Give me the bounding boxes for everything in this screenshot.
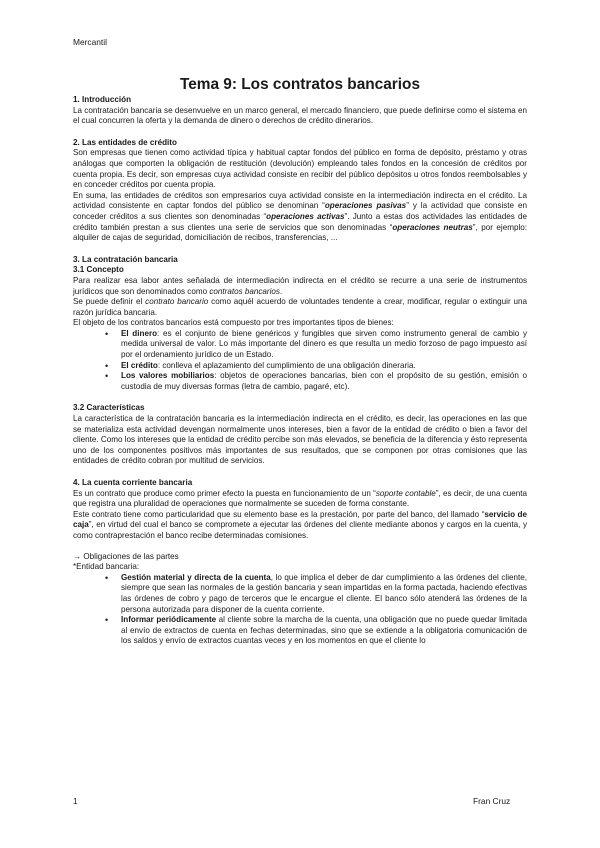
section-1-heading: 1. Introducción	[73, 95, 132, 104]
section-3-heading: 3. La contratación bancaria	[73, 254, 178, 264]
obligaciones-list	[73, 573, 527, 647]
bienes-list	[73, 329, 527, 393]
list-item: • Gestión material y directa de la cuenta, lo que implica el deber de dar cumplimiento a las órdenes del cliente, siempre que sean las normales de la gestión bancaria y sean impartidas en la forma pactada, haciendo efectivas las órdenes de cobro y pago de terceros que le encargue el cliente. El banco sólo atenderá las órdenes de la persona autorizada para disponer de la cuenta corriente.	[121, 573, 527, 615]
section-2-paragraph-2: En suma, las entidades de créditos son empresarios cuya actividad consiste en la intermediación indirecta en el crédito. La actividad consistente en captar fondos del público se denominan “operaciones pasivas” y la actividad que consiste en conceder créditos a sus clientes son denominadas “operaciones activas”. Junto a estas dos actividades las entidades de crédito también prestan a sus clientes una serie de servicios que son denominadas “operaciones neutras”, por ejemplo: alquiler de cajas de seguridad, domiciliación de recibos, transferencias, ...	[73, 190, 528, 243]
page-number: 1	[73, 796, 78, 806]
list-item: • Los valores mobiliarios: objetos de operaciones bancarias, bien con el propósito de su gestión, emisión o custodia de muy diversas formas (letra de cambio, pagaré, etc).	[121, 371, 527, 392]
section-3-2-heading: 3.2 Características	[73, 403, 145, 413]
document-body	[73, 95, 527, 647]
section-1-paragraph: La contratación bancaria se desenvuelve en un marco general, el mercado financiero, que puede definirse como el sistema en el cual concurren la oferta y la demanda de dinero o derechos de crédito dinerarios.	[73, 105, 527, 126]
section-2-heading: 2. Las entidades de crédito	[73, 137, 177, 147]
section-3-1-heading: 3.1 Concepto	[73, 265, 124, 275]
section-3-paragraph-1: Para realizar esa labor antes señalada de intermediación indirecta en el crédito se recurre a una serie de instrumentos jurídicos que son denominados como contratos bancarios.	[73, 275, 527, 296]
obligaciones-heading: → Obligaciones de las partes	[73, 551, 179, 561]
footer-author: Fran Cruz	[473, 796, 511, 806]
section-2-paragraph-1: Son empresas que tienen como actividad típica y habitual captar fondos del público en forma de depósito, préstamo y otras análogas que comporten la obligación de restitución (devolución) empleando tales fondos en la concesión de créditos por cuenta propia. Es decir, son empresas cuya actividad consiste en recibir del público depósitos u otros fondos reembolsables y en conceder créditos por cuenta propia.	[73, 148, 527, 190]
header-subject: Mercantil	[73, 37, 107, 47]
section-3-paragraph-3: El objeto de los contratos bancarios está compuesto por tres importantes tipos de bienes:	[73, 318, 394, 328]
section-3-paragraph-4: La característica de la contratación bancaria es la intermediación indirecta en el crédito, es decir, las operaciones en las que se materializa esta actividad devengan normalmente unos intereses, bien a favor de la entidad de crédito o bien a favor del cliente. Como los intereses que la entidad de crédito percibe son más elevados, se beneficia de la diferencia y ésto representa uno de los componentes positivos más importantes de sus resultados, que se componen por otras comisiones que las entidades de crédito cobran por multitud de servicios.	[73, 414, 527, 466]
section-3-paragraph-2: Se puede definir el contrato bancario como aquél acuerdo de voluntades tendente a crear, modificar, regular o extinguir una razón jurídica bancaria.	[73, 297, 528, 317]
page-title: Tema 9: Los contratos bancarios	[179, 76, 421, 93]
section-4-paragraph-2: Este contrato tiene como particularidad que su elemento base es la prestación, por parte del banco, del llamado “servicio de caja”, en virtud del cual el banco se compromete a ejecutar las órdenes del cliente mediante abonos y cargos en la cuenta, y como contraprestación el banco recibe determinadas comisiones.	[73, 509, 527, 540]
section-4-heading: 4. La cuenta corriente bancaria	[73, 478, 193, 487]
list-item: • El crédito: conlleva el aplazamiento del cumplimiento de una obligación dineraria.	[121, 361, 527, 372]
section-4-paragraph-1: Es un contrato que produce como primer efecto la puesta en funcionamiento de un “soporte contable”, es decir, de una cuenta que registra una pluralidad de operaciones que normalmente se suceden de forma constante.	[73, 488, 527, 509]
term-operaciones-activas: operaciones activas	[266, 211, 345, 221]
list-item: • Informar periódicamente al cliente sobre la marcha de la cuenta, una obligación que no puede quedar limitada al envío de extractos de cuenta en fechas determinadas, sino que se extiende a la obligatoria comunicación de los saldos y envío de extractos cuantas veces y en los momentos en que el cliente lo	[121, 615, 527, 647]
term-operaciones-neutras: operaciones neutras	[392, 222, 473, 232]
entidad-bancaria-label: *Entidad bancaria:	[73, 562, 140, 572]
term-operaciones-pasivas: operaciones pasivas	[324, 201, 407, 211]
list-item: • El dinero: es el conjunto de biene genéricos y fungibles que sirven como instrumento general de cambio y medida universal de valor. Lo más importante del dinero es que resulta un medio forzoso de pago impuesto así por el ordenamiento jurídico de un Estado.	[121, 329, 527, 361]
